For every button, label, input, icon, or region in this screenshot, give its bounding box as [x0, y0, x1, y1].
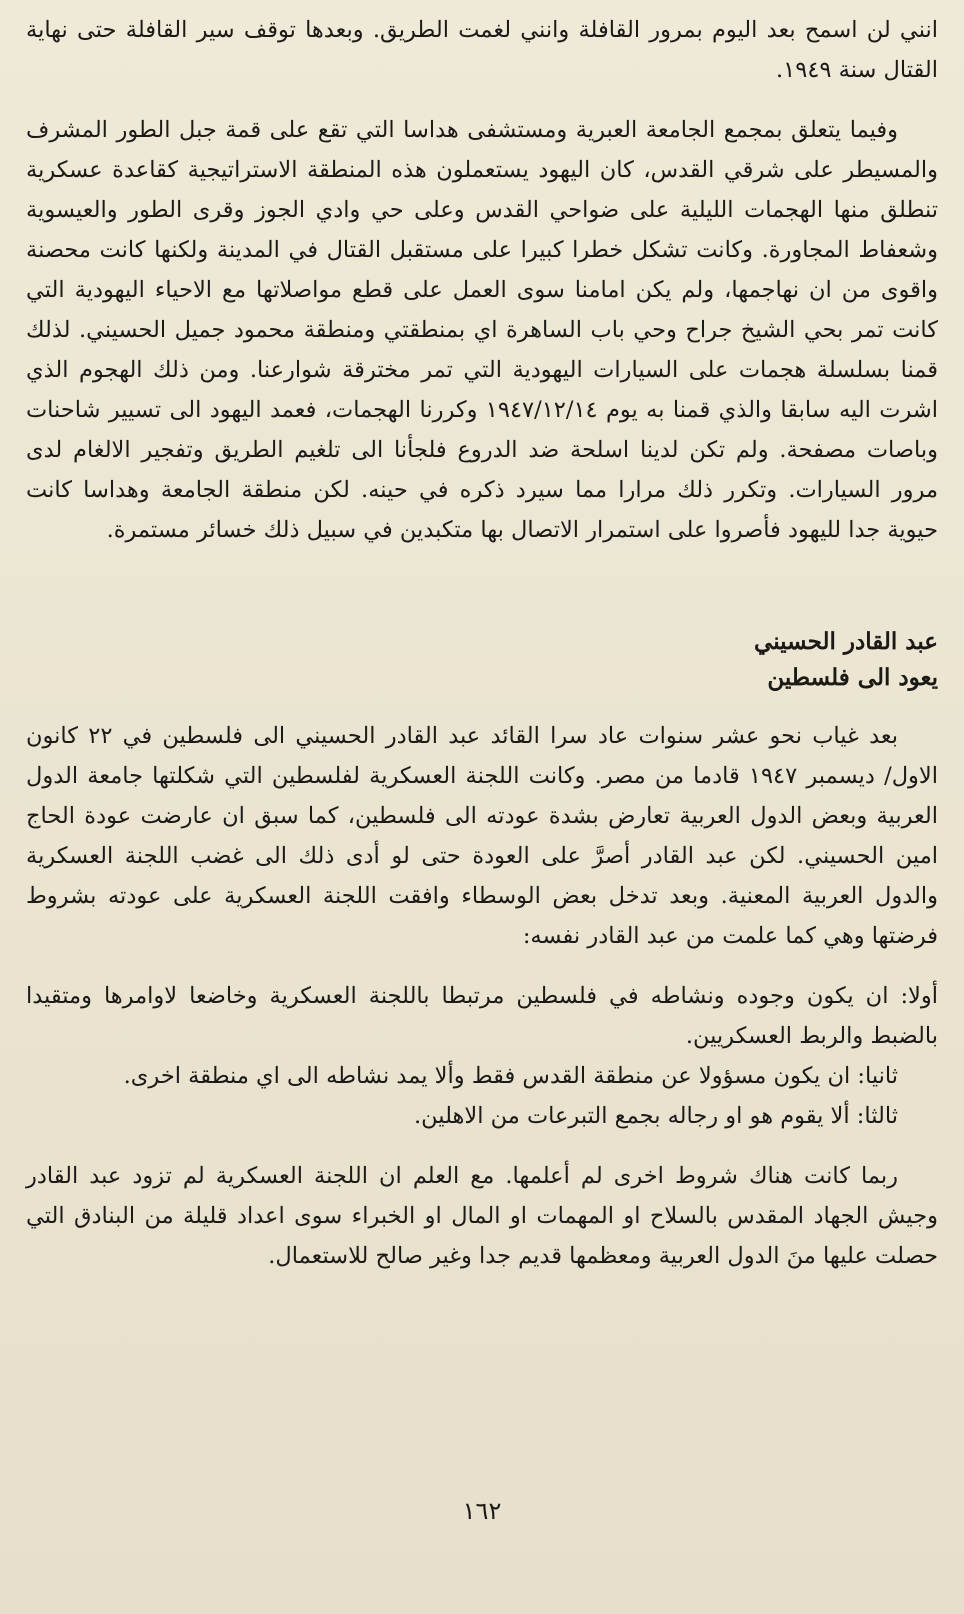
- page-number: ١٦٢: [462, 1497, 502, 1525]
- paragraph-2: وفيما يتعلق بمجمع الجامعة العبرية ومستشفى هداسا التي تقع على قمة جبل الطور المشرف والمسيطر على شرقي القدس، كان اليهود يستعملون هذه المنطقة الاستراتيجية كقاعدة عسكرية تنطلق منها الهجمات الليلية على ضواحي القدس وعلى حي وادي الجوز وقرى الطور والعيسوية وشعفاط المجاورة. وكانت تشكل خطرا كبيرا على مستقبل القتال في المدينة ولكنها كانت محصنة واقوى من ان نهاجمها، ولم يكن امامنا سوى العمل على قطع مواصلاتها مع الاحياء اليهودية التي كانت تمر بحي الشيخ جراح وحي باب الساهرة اي بمنطقتي ومنطقة محمود جميل الحسيني. لذلك قمنا بسلسلة هجمات على السيارات اليهودية التي تمر مخترقة شوارعنا. ومن ذلك الهجوم الذي اشرت اليه سابقا والذي قمنا به يوم ١٩٤٧/١٢/١٤ وكررنا الهجمات، فعمد اليهود الى تسيير شاحنات وباصات مصفحة. ولم تكن لدينا اسلحة ضد الدروع فلجأنا الى تلغيم الطريق وتفجير الالغام لدى مرور السيارات. وتكرر ذلك مرارا مما سيرد ذكره في حينه. لكن منطقة الجامعة وهداسا كانت حيوية جدا لليهود فأصروا على استمرار الاتصال بها متكبدين في سبيل ذلك خسائر مستمرة.: [26, 117, 938, 543]
- paragraph-4: ربما كانت هناك شروط اخرى لم أعلمها. مع العلم ان اللجنة العسكرية لم تزود عبد القادر وجيش الجهاد المقدس بالسلاح او المهمات او المال او الخبراء سوى اعداد قليلة من البنادق التي حصلت عليها منَ الدول العربية ومعظمها قديم جدا وغير صالح للاستعمال.: [26, 1163, 938, 1269]
- page-body: [26, 10, 938, 1276]
- condition-3: ثالثا: ألا يقوم هو او رجاله بجمع التبرعات من الاهلين.: [414, 1103, 898, 1129]
- section-heading: [26, 624, 938, 696]
- section-heading-line-2: يعود الى فلسطين: [767, 664, 938, 691]
- section-heading-line-1: عبد القادر الحسيني: [754, 628, 938, 655]
- paragraph-3: بعد غياب نحو عشر سنوات عاد سرا القائد عبد القادر الحسيني الى فلسطين في ٢٢ كانون الاول/ ديسمبر ١٩٤٧ قادما من مصر. وكانت اللجنة العسكرية لفلسطين التي شكلتها جامعة الدول العربية وبعض الدول العربية تعارض بشدة عودته الى فلسطين، كما سبق ان عارضت عودة الحاج امين الحسيني. لكن عبد القادر أصرَّ على العودة حتى لو أدى ذلك الى غضب اللجنة العسكرية والدول العربية المعنية. وبعد تدخل بعض الوسطاء وافقت اللجنة العسكرية على عودته بشروط فرضتها وهي كما علمت من عبد القادر نفسه:: [26, 723, 938, 949]
- condition-2: ثانيا: ان يكون مسؤولا عن منطقة القدس فقط وألا يمد نشاطه الى اي منطقة اخرى.: [123, 1063, 898, 1089]
- paragraph-1: انني لن اسمح بعد اليوم بمرور القافلة وانني لغمت الطريق. وبعدها توقف سير القافلة حتى نهاية القتال سنة ١٩٤٩.: [26, 17, 938, 83]
- condition-1: أولا: ان يكون وجوده ونشاطه في فلسطين مرتبطا باللجنة العسكرية وخاضعا لاوامرها ومتقيدا بالضبط والربط العسكريين.: [26, 983, 938, 1049]
